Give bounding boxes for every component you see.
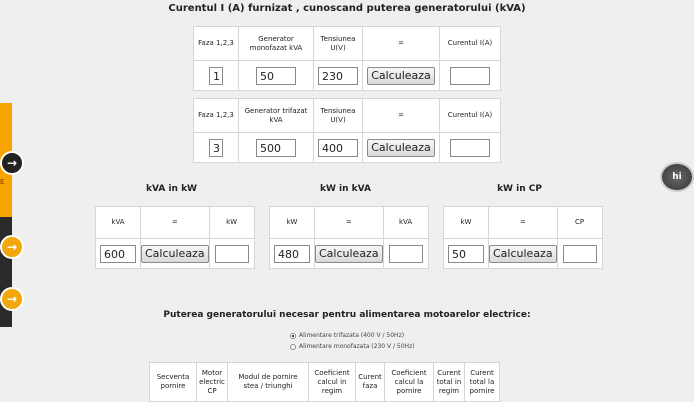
motor-table [149,362,500,402]
arrow-right-icon[interactable]: → [0,151,24,175]
header-tensiune: Tensiunea U(V) [314,27,363,61]
calculate-button[interactable]: Calculeaza [367,67,435,85]
header-tensiune: Tensiunea U(V) [314,99,363,133]
header-equals: = [141,207,210,239]
cp-result-input[interactable] [563,245,597,263]
header-kva: kVA [383,207,428,239]
header-generator: Generator monofazat kVA [239,27,314,61]
kva-kw-table [95,206,255,269]
faza-input[interactable]: 1 [209,67,223,85]
calculate-button[interactable]: Calculeaza [367,139,435,157]
header-cp: CP [557,207,602,239]
header-generator: Generator trifazat kVA [239,99,314,133]
header-equals: = [363,99,440,133]
header-curent: Curentul I(A) [440,27,501,61]
kva-input[interactable]: 500 [256,139,296,157]
kw-cp-title: kW in CP [497,184,542,194]
header-total-pornire: Curent total la pornire [465,363,500,402]
kva-input[interactable]: 600 [100,245,136,263]
header-total-regim: Curent total in regim [434,363,465,402]
header-kw: kW [270,207,315,239]
header-coef-regim: Coeficient calcul in regim [309,363,356,402]
kw-result-input[interactable] [215,245,249,263]
faza-input[interactable]: 3 [209,139,223,157]
kva-input[interactable]: 50 [256,67,296,85]
calculate-button[interactable]: Calculeaza [315,245,383,263]
calculate-button[interactable]: Calculeaza [489,245,557,263]
radio-single-phase[interactable]: Alimentare monofazata (230 V / 50Hz) [290,343,415,350]
radio-three-phase[interactable]: Alimentare trifazata (400 V / 50Hz) [290,332,404,339]
header-kw: kW [444,207,489,239]
header-coef-pornire: Coeficient calcul la pornire [385,363,434,402]
kw-input[interactable]: 480 [274,245,310,263]
header-secventa: Secventa pornire [150,363,197,402]
header-faza: Faza 1,2,3 [194,99,239,133]
mono-phase-table [193,26,501,91]
kva-result-input[interactable] [389,245,423,263]
header-motor: Motor electric CP [197,363,228,402]
kw-cp-table [443,206,603,269]
side-panel-letter: E [0,178,5,186]
page-title: Curentul I (A) furnizat , cunoscand puterea generatorului (kVA) [168,3,526,14]
header-kva: kVA [96,207,141,239]
current-result-input[interactable] [450,139,490,157]
header-curent-faza: Curent faza [356,363,385,402]
voltage-input[interactable]: 400 [318,139,358,157]
current-result-input[interactable] [450,67,490,85]
tri-phase-table [193,98,501,163]
header-kw: kW [209,207,254,239]
header-faza: Faza 1,2,3 [194,27,239,61]
kw-kva-table [269,206,429,269]
calculate-button[interactable]: Calculeaza [141,245,209,263]
radio-selected-icon [290,333,296,339]
header-curent: Curentul I(A) [440,99,501,133]
header-equals: = [363,27,440,61]
voltage-input[interactable]: 230 [318,67,358,85]
kva-kw-title: kVA in kW [146,184,197,194]
arrow-right-icon[interactable]: → [0,235,24,259]
motor-section-title: Puterea generatorului necesar pentru alimentarea motoarelor electrice: [163,310,531,320]
kw-kva-title: kW in kVA [320,184,371,194]
header-equals: = [489,207,558,239]
chat-bubble-icon[interactable]: hi [660,162,694,192]
arrow-right-icon[interactable]: → [0,287,24,311]
radio-unselected-icon [290,344,296,350]
header-modul: Modul de pornire stea / triunghi [228,363,309,402]
header-equals: = [315,207,384,239]
kw-input[interactable]: 50 [448,245,484,263]
